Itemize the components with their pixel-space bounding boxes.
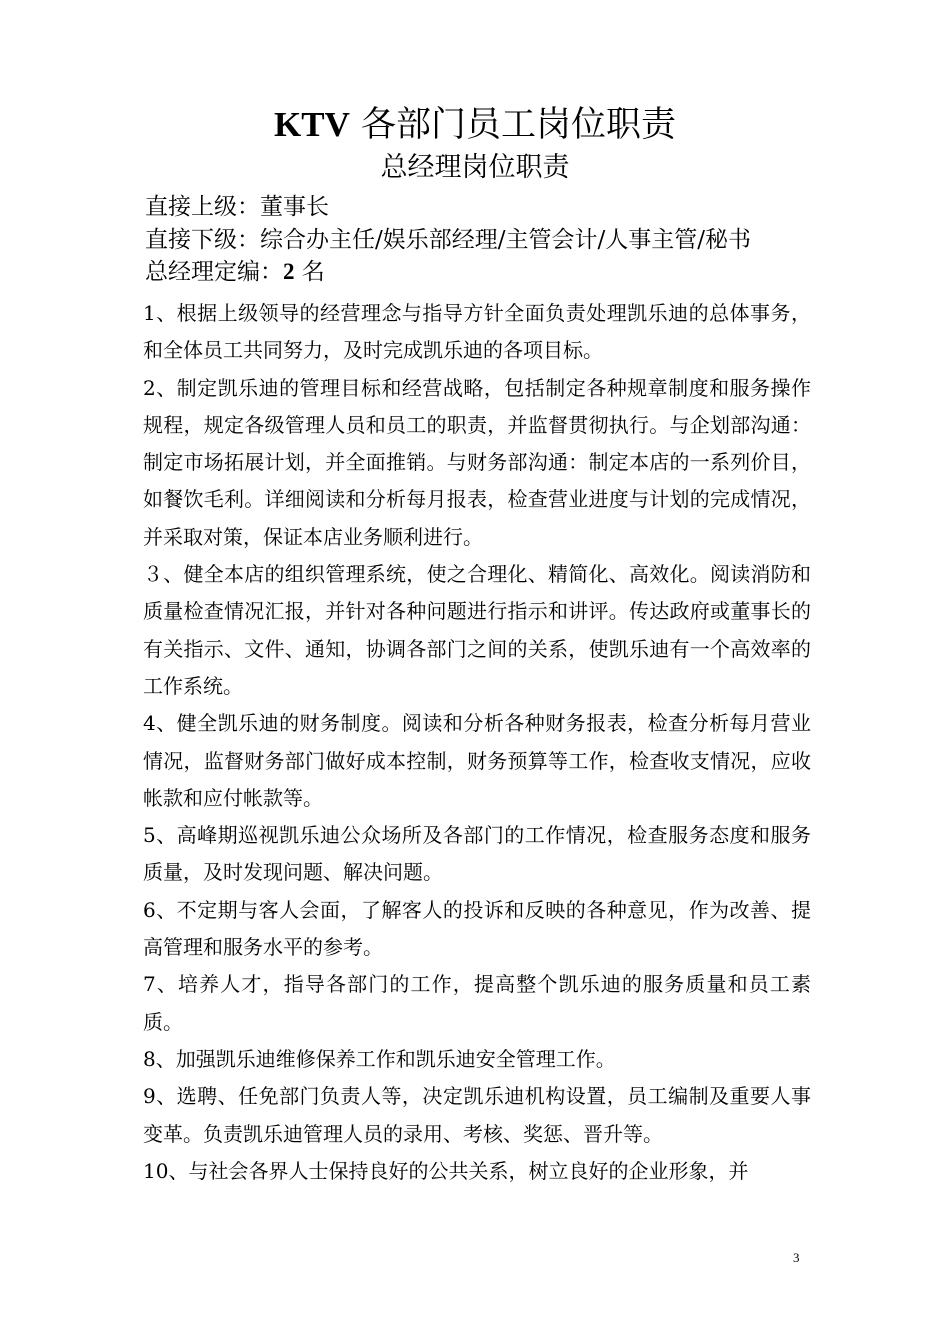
page-number: 3: [793, 1250, 800, 1265]
document-title: [0, 103, 950, 147]
staffing-quota: [145, 256, 825, 288]
duty-paragraph-5: 5、高峰期巡视凯乐迪公众场所及各部门的工作情况，检查服务态度和服务质量，及时发现问题、解决问题。: [143, 823, 811, 885]
title-ktv: KTV: [274, 105, 350, 144]
duty-paragraph-9: 9、选聘、任免部门负责人等，决定凯乐迪机构设置，员工编制及重要人事变革。负责凯乐迪管理人员的录用、考核、奖惩、晋升等。: [143, 1084, 811, 1146]
duty-paragraph-1: 1、根据上级领导的经营理念与指导方针全面负责处理凯乐迪的总体事务，和全体员工共同努力，及时完成凯乐迪的各项目标。: [143, 301, 811, 363]
section-subtitle: 总经理岗位职责: [380, 152, 570, 183]
direct-subordinates: 直接下级：综合办主任/娱乐部经理/主管会计/人事主管/秘书: [145, 227, 751, 253]
staffing-count: 2: [283, 259, 295, 284]
duty-paragraph-8: 8、加强凯乐迪维修保养工作和凯乐迪安全管理工作。: [143, 1046, 616, 1071]
staffing-label: 总经理定编：: [145, 259, 283, 285]
duty-paragraph-2: 2、制定凯乐迪的管理目标和经营战略，包括制定各种规章制度和服务操作规程，规定各级管理人员和员工的职责，并监督贯彻执行。与企划部沟通：制定市场拓展计划，并全面推销。与财务部沟通：制定本店的一系列价目，如餐饮毛利。详细阅读和分析每月报表，检查营业进度与计划的完成情况，并采取对策，保证本店业务顺利进行。: [143, 375, 811, 549]
duty-paragraph-6: 6、不定期与客人会面，了解客人的投诉和反映的各种意见，作为改善、提高管理和服务水平的参考。: [143, 897, 811, 960]
duty-paragraph-10: 10、与社会各界人士保持良好的公共关系，树立良好的企业形象，并: [143, 1158, 749, 1183]
duty-paragraph-7: 7、培养人才，指导各部门的工作，提高整个凯乐迪的服务质量和员工素质。: [143, 972, 811, 1034]
title-text: 各部门员工岗位职责: [349, 105, 676, 145]
duty-paragraph-3: ３、健全本店的组织管理系统，使之合理化、精简化、高效化。阅读消防和质量检查情况汇报，并针对各种问题进行指示和讲评。传达政府或董事长的有关指示、文件、通知，协调各部门之间的关系，使凯乐迪有一个高效率的工作系统。: [143, 562, 811, 698]
duties-list: [143, 295, 811, 1190]
duty-paragraph-4: 4、健全凯乐迪的财务制度。阅读和分析各种财务报表，检查分析每月营业情况，监督财务部门做好成本控制，财务预算等工作，检查收支情况，应收帐款和应付帐款等。: [143, 711, 811, 810]
direct-superior: 直接上级：董事长: [145, 194, 329, 220]
staffing-unit: 名: [294, 259, 325, 285]
